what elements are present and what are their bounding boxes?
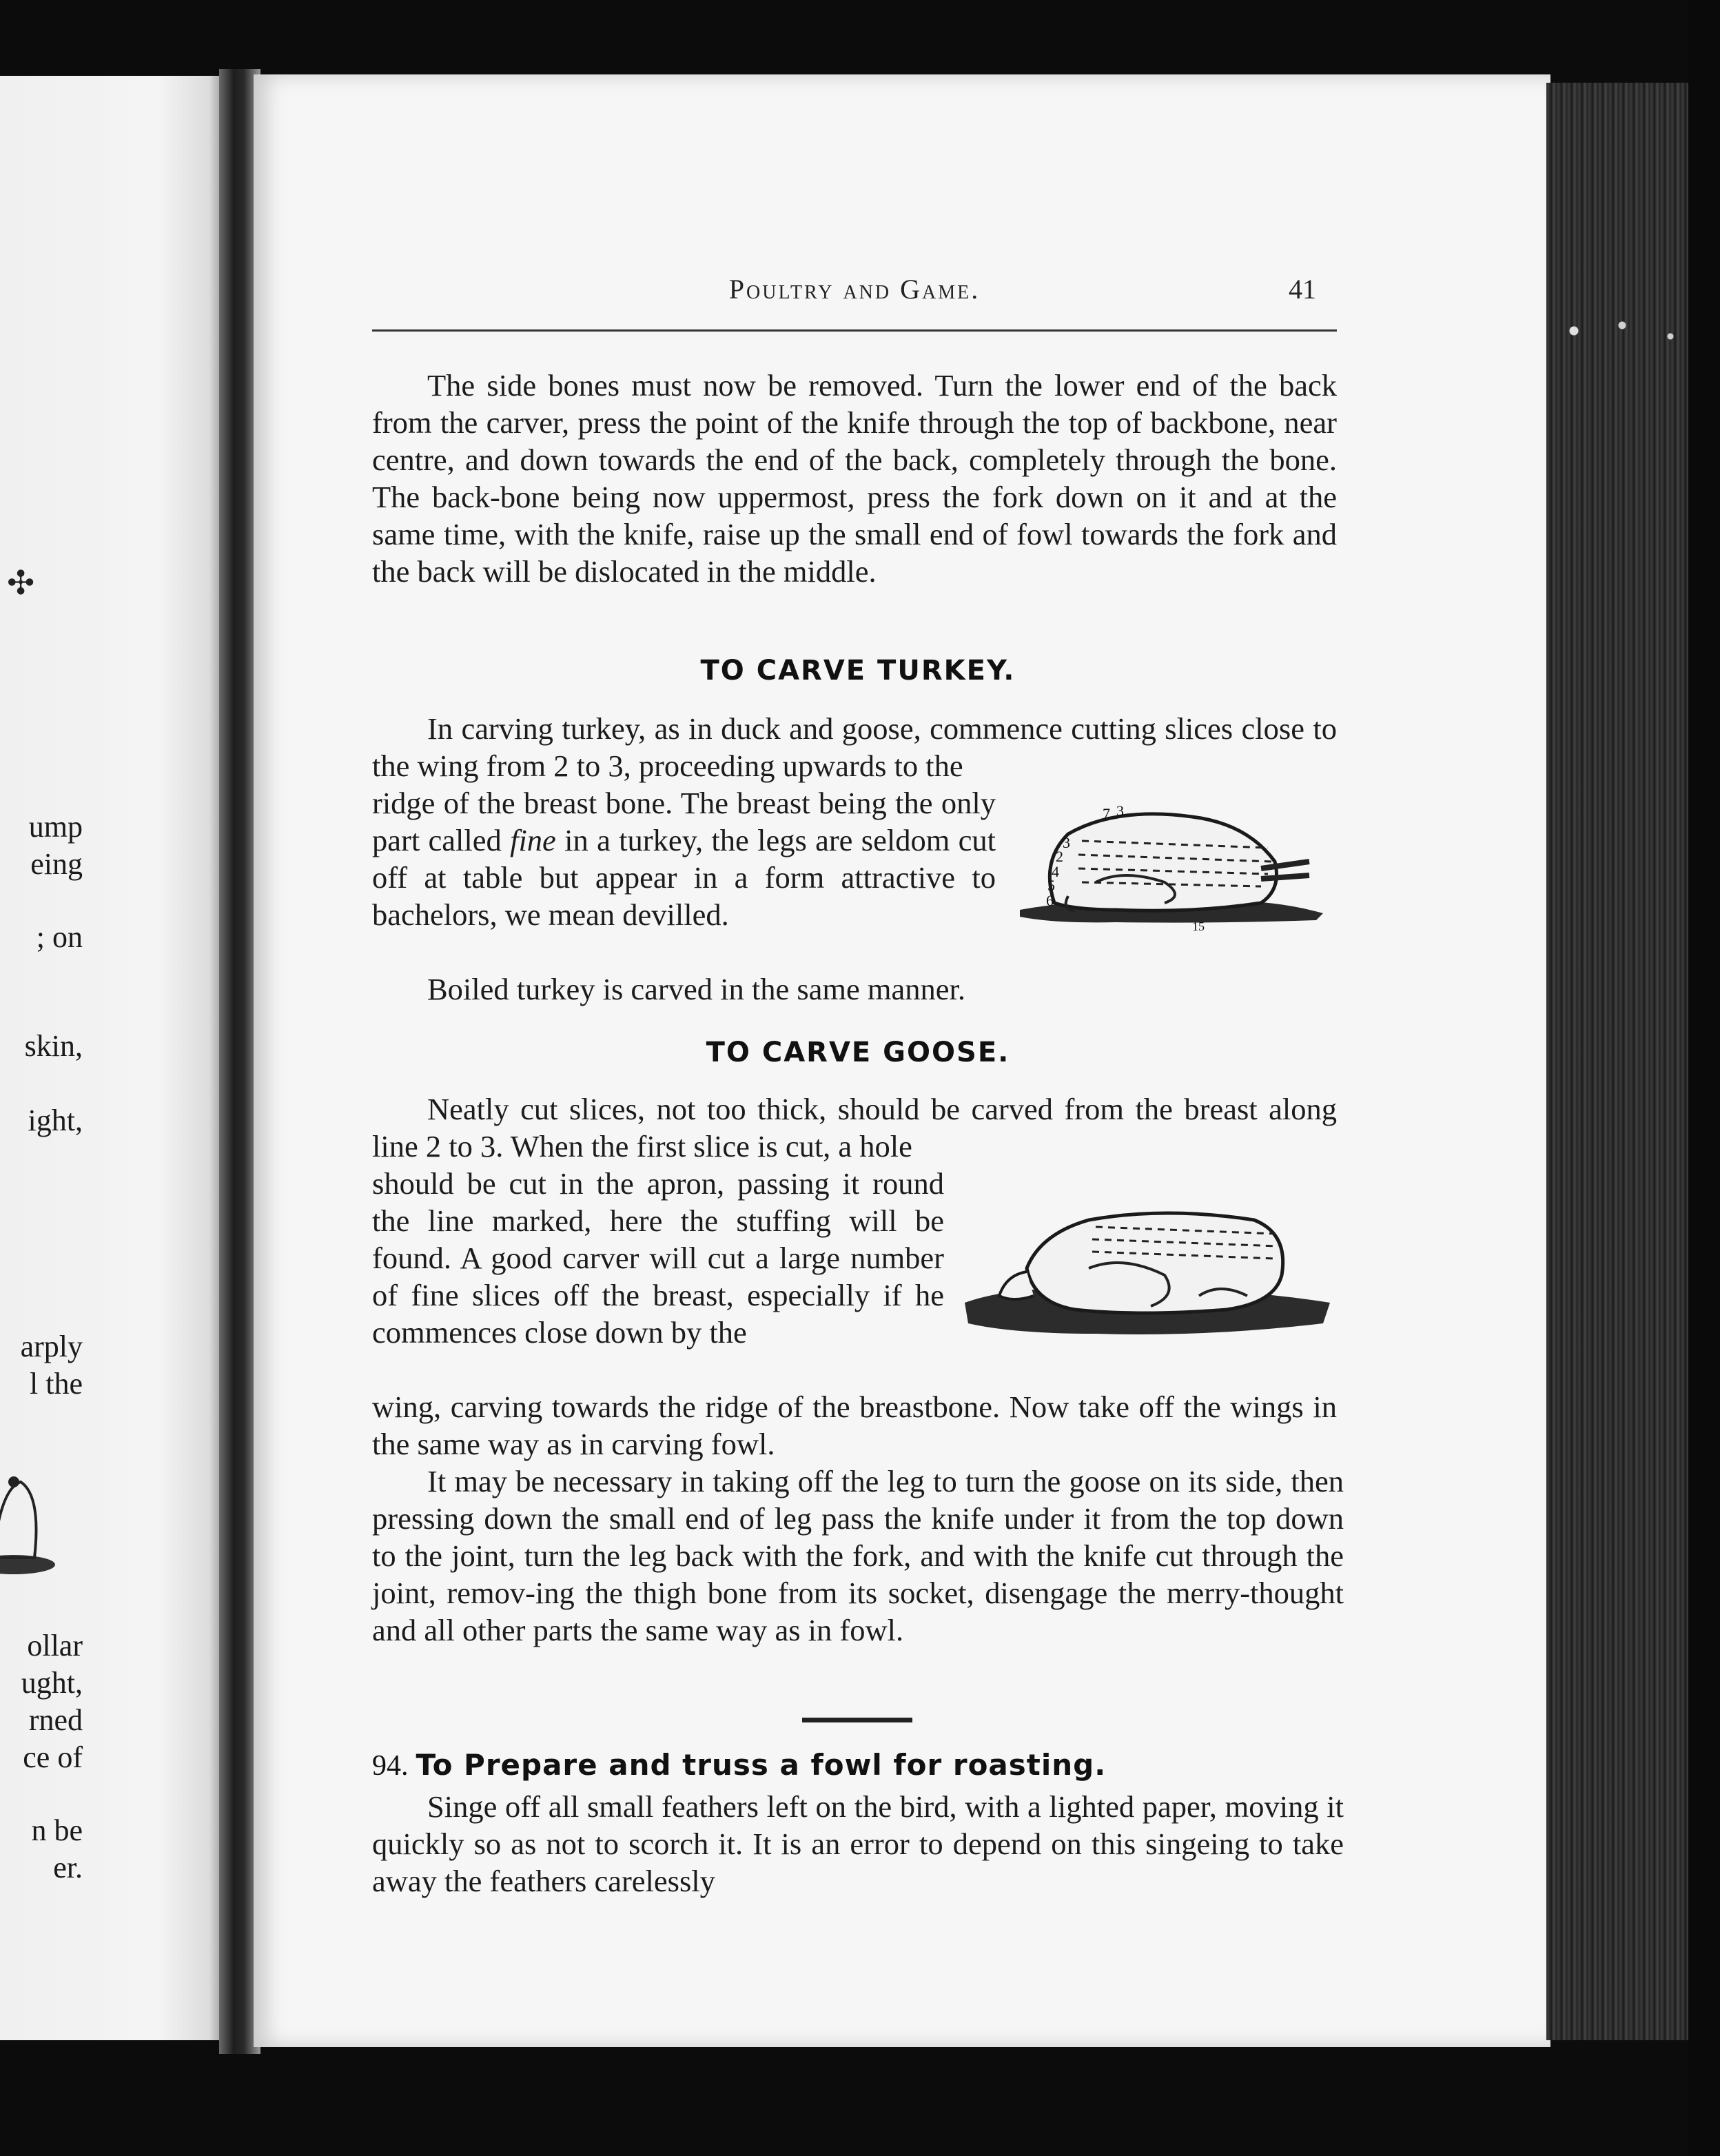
turkey-label: 5 [1047, 877, 1055, 894]
turkey-label: 3 [1063, 834, 1070, 851]
turkey-label: 2 [1056, 848, 1063, 865]
recipe-body: Singe off all small feathers left on the bird, with a lighted paper, moving it quickly so as not to scorch it. It is an error to depend on this singeing to take away the feathers carelessly [372, 1789, 1344, 1898]
turkey-label: 4 [1052, 863, 1059, 880]
page-number: 41 [1289, 274, 1316, 305]
intro-paragraph: The side bones must now be removed. Turn the lower end of the back from the carver, press the point of the knife through the top of backbone, near centre, and down towards the end of the back, completely through the bone. The back-bone being now uppermost, press the fork down on it and at the same time, with the knife, raise up the small end of fowl towards the fork and the back will be dislocated in the middle. [372, 368, 1337, 589]
recipe-number: 94. [372, 1750, 409, 1782]
left-page-fragment: l the [30, 1367, 83, 1401]
running-head [372, 273, 1337, 314]
recipe-heading [372, 1747, 1351, 1782]
left-page-fragment: arply [20, 1330, 83, 1363]
left-page-fragment: ; on [36, 920, 83, 954]
left-page-fragment: skin, [24, 1029, 83, 1063]
left-page-fragment: ump [28, 810, 83, 844]
left-page-fragment: ight, [28, 1104, 83, 1137]
left-page-fragment: eing [30, 847, 83, 881]
turkey-wrap-paragraph [372, 784, 996, 933]
left-page-fragment: rned [28, 1703, 83, 1737]
goose-paragraph: Neatly cut slices, not too thick, should be carved from the breast along line 2 to 3. When the first slice is cut, a hole [372, 1092, 1337, 1163]
section-divider [802, 1718, 912, 1722]
turkey-illustration [1013, 793, 1330, 937]
left-page-fragment: er. [53, 1851, 83, 1884]
paper-specks [1516, 303, 1709, 358]
recipe-title: To Prepare and truss a fowl for roasting. [416, 1748, 1107, 1782]
goose-leg-paragraph: It may be necessary in taking off the leg to turn the goose on its side, then pressing down the small end of leg pass the knife under it from the top down to the joint, turn the leg back with the fork, and with the knife cut through the joint, remov-ing the thigh bone from its socket, disengage the merry-thought and all other parts the same way as in fowl. [372, 1464, 1344, 1647]
ornament-icon: ✣ [7, 565, 35, 602]
turkey-label: 3 [1116, 802, 1124, 820]
left-page-fragment: n be [31, 1813, 83, 1847]
goose-heading: TO CARVE GOOSE. [706, 1037, 1010, 1068]
turkey-label: 6 [1046, 892, 1054, 909]
turkey-wrap-text-1: ridge of the breast bone. The breast being the only part called [372, 786, 996, 857]
turkey-label: 15 [1192, 919, 1205, 933]
header-rule [372, 329, 1337, 332]
goose-illustration [958, 1192, 1337, 1344]
turkey-label: 7 [1103, 805, 1110, 822]
turkey-wrap-text-2: in a turkey, the legs are seldom cut off at table but appear in a form attractive to bachelors, we mean devilled. [372, 823, 996, 932]
boiled-turkey-paragraph: Boiled turkey is carved in the same manner. [427, 972, 965, 1006]
running-head-title: Poultry and Game. [728, 274, 981, 305]
left-page-illustration [0, 1461, 62, 1578]
goose-wrap-paragraph: should be cut in the apron, passing it round the line marked, here the stuffing will be found. A good carver will cut a large number of fine slices off the breast, especially if he commences close down by the [372, 1166, 944, 1350]
left-page-fragment: ce of [23, 1740, 83, 1774]
left-page-fragment: ught, [21, 1666, 83, 1700]
turkey-paragraph: In carving turkey, as in duck and goose, commence cutting slices close to the wing from 2 to 3, proceeding upwards to the [372, 711, 1337, 783]
turkey-italic-word: fine [510, 823, 556, 857]
left-page-fragment: ollar [27, 1629, 83, 1662]
page-edges [1546, 83, 1691, 2040]
goose-after-paragraph: wing, carving towards the ridge of the breastbone. Now take off the wings in the same way as in carving fowl. [372, 1390, 1337, 1461]
turkey-heading: TO CARVE TURKEY. [700, 655, 1016, 687]
